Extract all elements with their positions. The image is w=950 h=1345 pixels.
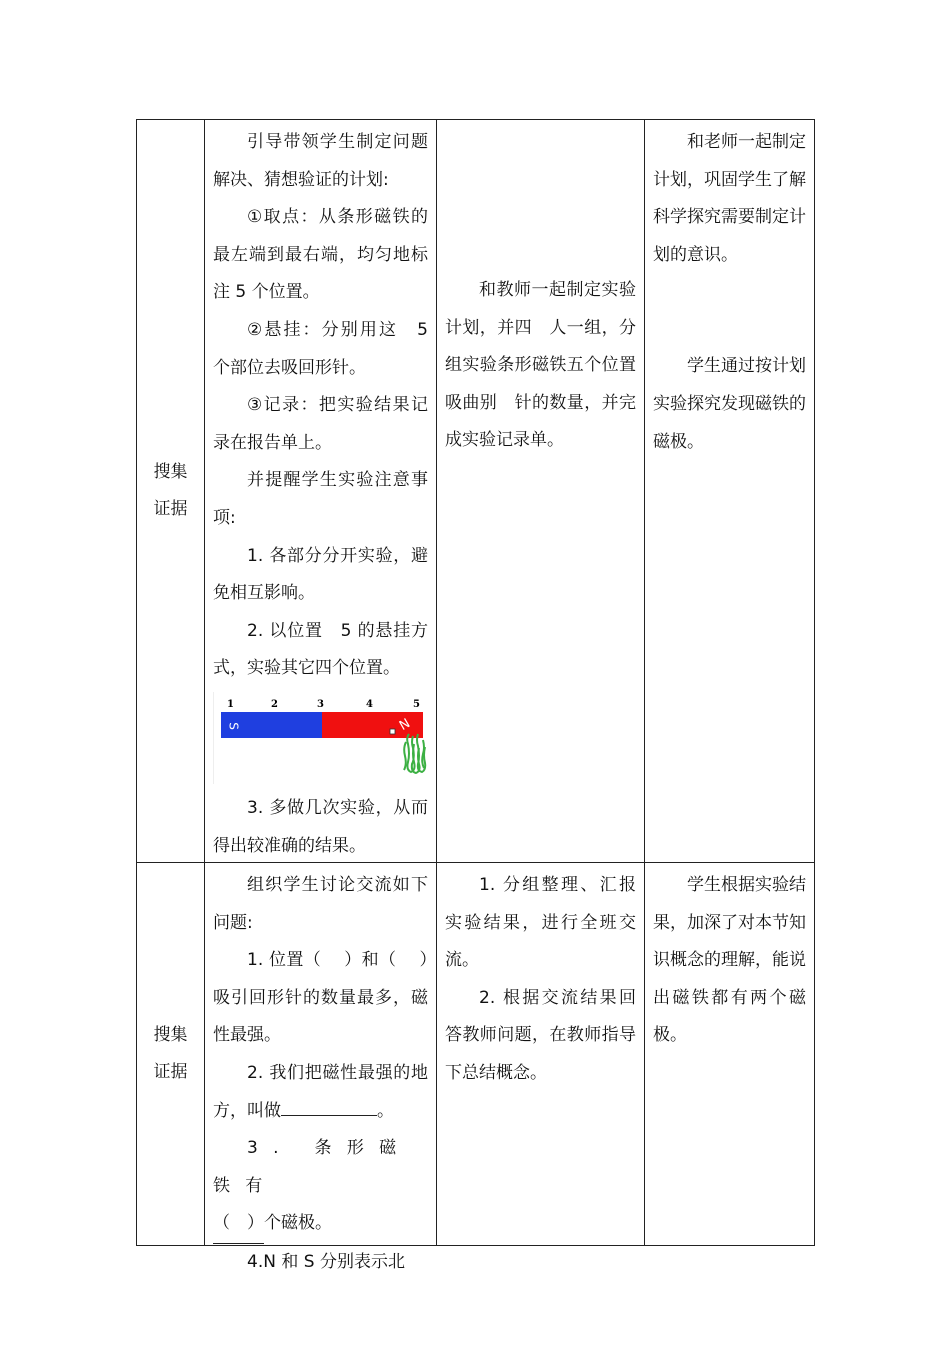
table-row — [137, 120, 815, 863]
stage-cell — [137, 863, 205, 1246]
table-row — [137, 863, 815, 1246]
student-text: 2. 根据交流结果回答教师问题，在教师指导下总结概念。 — [445, 987, 636, 1083]
answer-blank[interactable] — [281, 1115, 377, 1116]
position-label: 1 — [227, 698, 234, 710]
position-label: 4 — [366, 698, 373, 710]
fill-in-prompt: 3. 条形磁铁有 — [213, 1138, 412, 1196]
stage-cell — [137, 120, 205, 863]
lesson-plan-table — [136, 119, 815, 1272]
teacher-text: 组织学生讨论交流如下问题: — [213, 875, 428, 933]
position-label: 3 — [317, 698, 324, 710]
design-intent-cell — [645, 863, 815, 1246]
position-label: 5 — [413, 698, 420, 710]
answer-blank[interactable]: （ ） — [213, 1205, 264, 1244]
teacher-text: 1. 位置（ ）和（ ）吸引回形针的数量最多，磁性最强。 — [213, 950, 428, 1046]
intent-text: 和老师一起制定计划，巩固学生了解科学探究需要制定计划的意识。 — [653, 132, 806, 265]
fill-in-suffix: 个磁极。 — [264, 1213, 332, 1234]
stage-label-line2: 证据 — [153, 1062, 188, 1082]
punctuation: 。 — [377, 1100, 394, 1121]
teacher-text: ②悬挂：分别用这 5 个部位去吸回形针。 — [213, 319, 428, 378]
teacher-text: ①取点：从条形磁铁的最左端到最右端，均匀地标注 5 个位置。 — [213, 207, 428, 303]
stage-label-line1: 搜集 — [153, 1025, 188, 1045]
north-pole-label: N — [397, 715, 413, 734]
teacher-activity-cell — [205, 120, 437, 863]
fill-in-prompt: 2. 我们把磁性最强的地方，叫做 — [213, 1062, 428, 1121]
bar-magnet-figure — [213, 692, 429, 784]
hook-point — [390, 729, 395, 734]
student-text: 和教师一起制定实验计划，并四 人一组，分组实验条形磁铁五个位置吸曲别 针的数量，并完成实验记录单。 — [445, 280, 636, 451]
teacher-text — [213, 1205, 428, 1244]
teacher-text: 1. 各部分分开实验，避免相互影响。 — [213, 545, 428, 604]
teacher-text — [213, 1055, 428, 1130]
stage-label-line2: 证据 — [153, 499, 188, 519]
teacher-text: 并提醒学生实验注意事项: — [213, 470, 428, 528]
teacher-text: 2. 以位置 5 的悬挂方式，实验其它四个位置。 — [213, 620, 428, 679]
south-pole-label: S — [226, 722, 241, 730]
teacher-text — [213, 1130, 428, 1205]
intent-text: 学生根据实验结果，加深了对本节知识概念的理解，能说出磁铁都有两个磁极。 — [653, 875, 806, 1046]
teacher-activity-cell — [205, 863, 437, 1272]
student-text: 1. 分组整理、汇报实验结果，进行全班交流。 — [445, 875, 636, 971]
teacher-text: 4.N 和 S 分别表示北 — [247, 1251, 405, 1272]
design-intent-cell — [645, 120, 815, 863]
student-activity-cell — [437, 863, 645, 1246]
student-activity-cell — [437, 120, 645, 863]
teacher-text: 引导带领学生制定问题解决、猜想验证的计划: — [213, 132, 428, 190]
teacher-text: 3. 多做几次实验，从而得出较准确的结果。 — [213, 797, 428, 856]
teacher-text: ③记录：把实验结果记录在报告单上。 — [213, 395, 428, 453]
stage-label-line1: 搜集 — [153, 462, 188, 482]
position-label: 2 — [271, 698, 278, 710]
intent-text: 学生通过按计划实验探究发现磁铁的磁极。 — [653, 356, 806, 452]
